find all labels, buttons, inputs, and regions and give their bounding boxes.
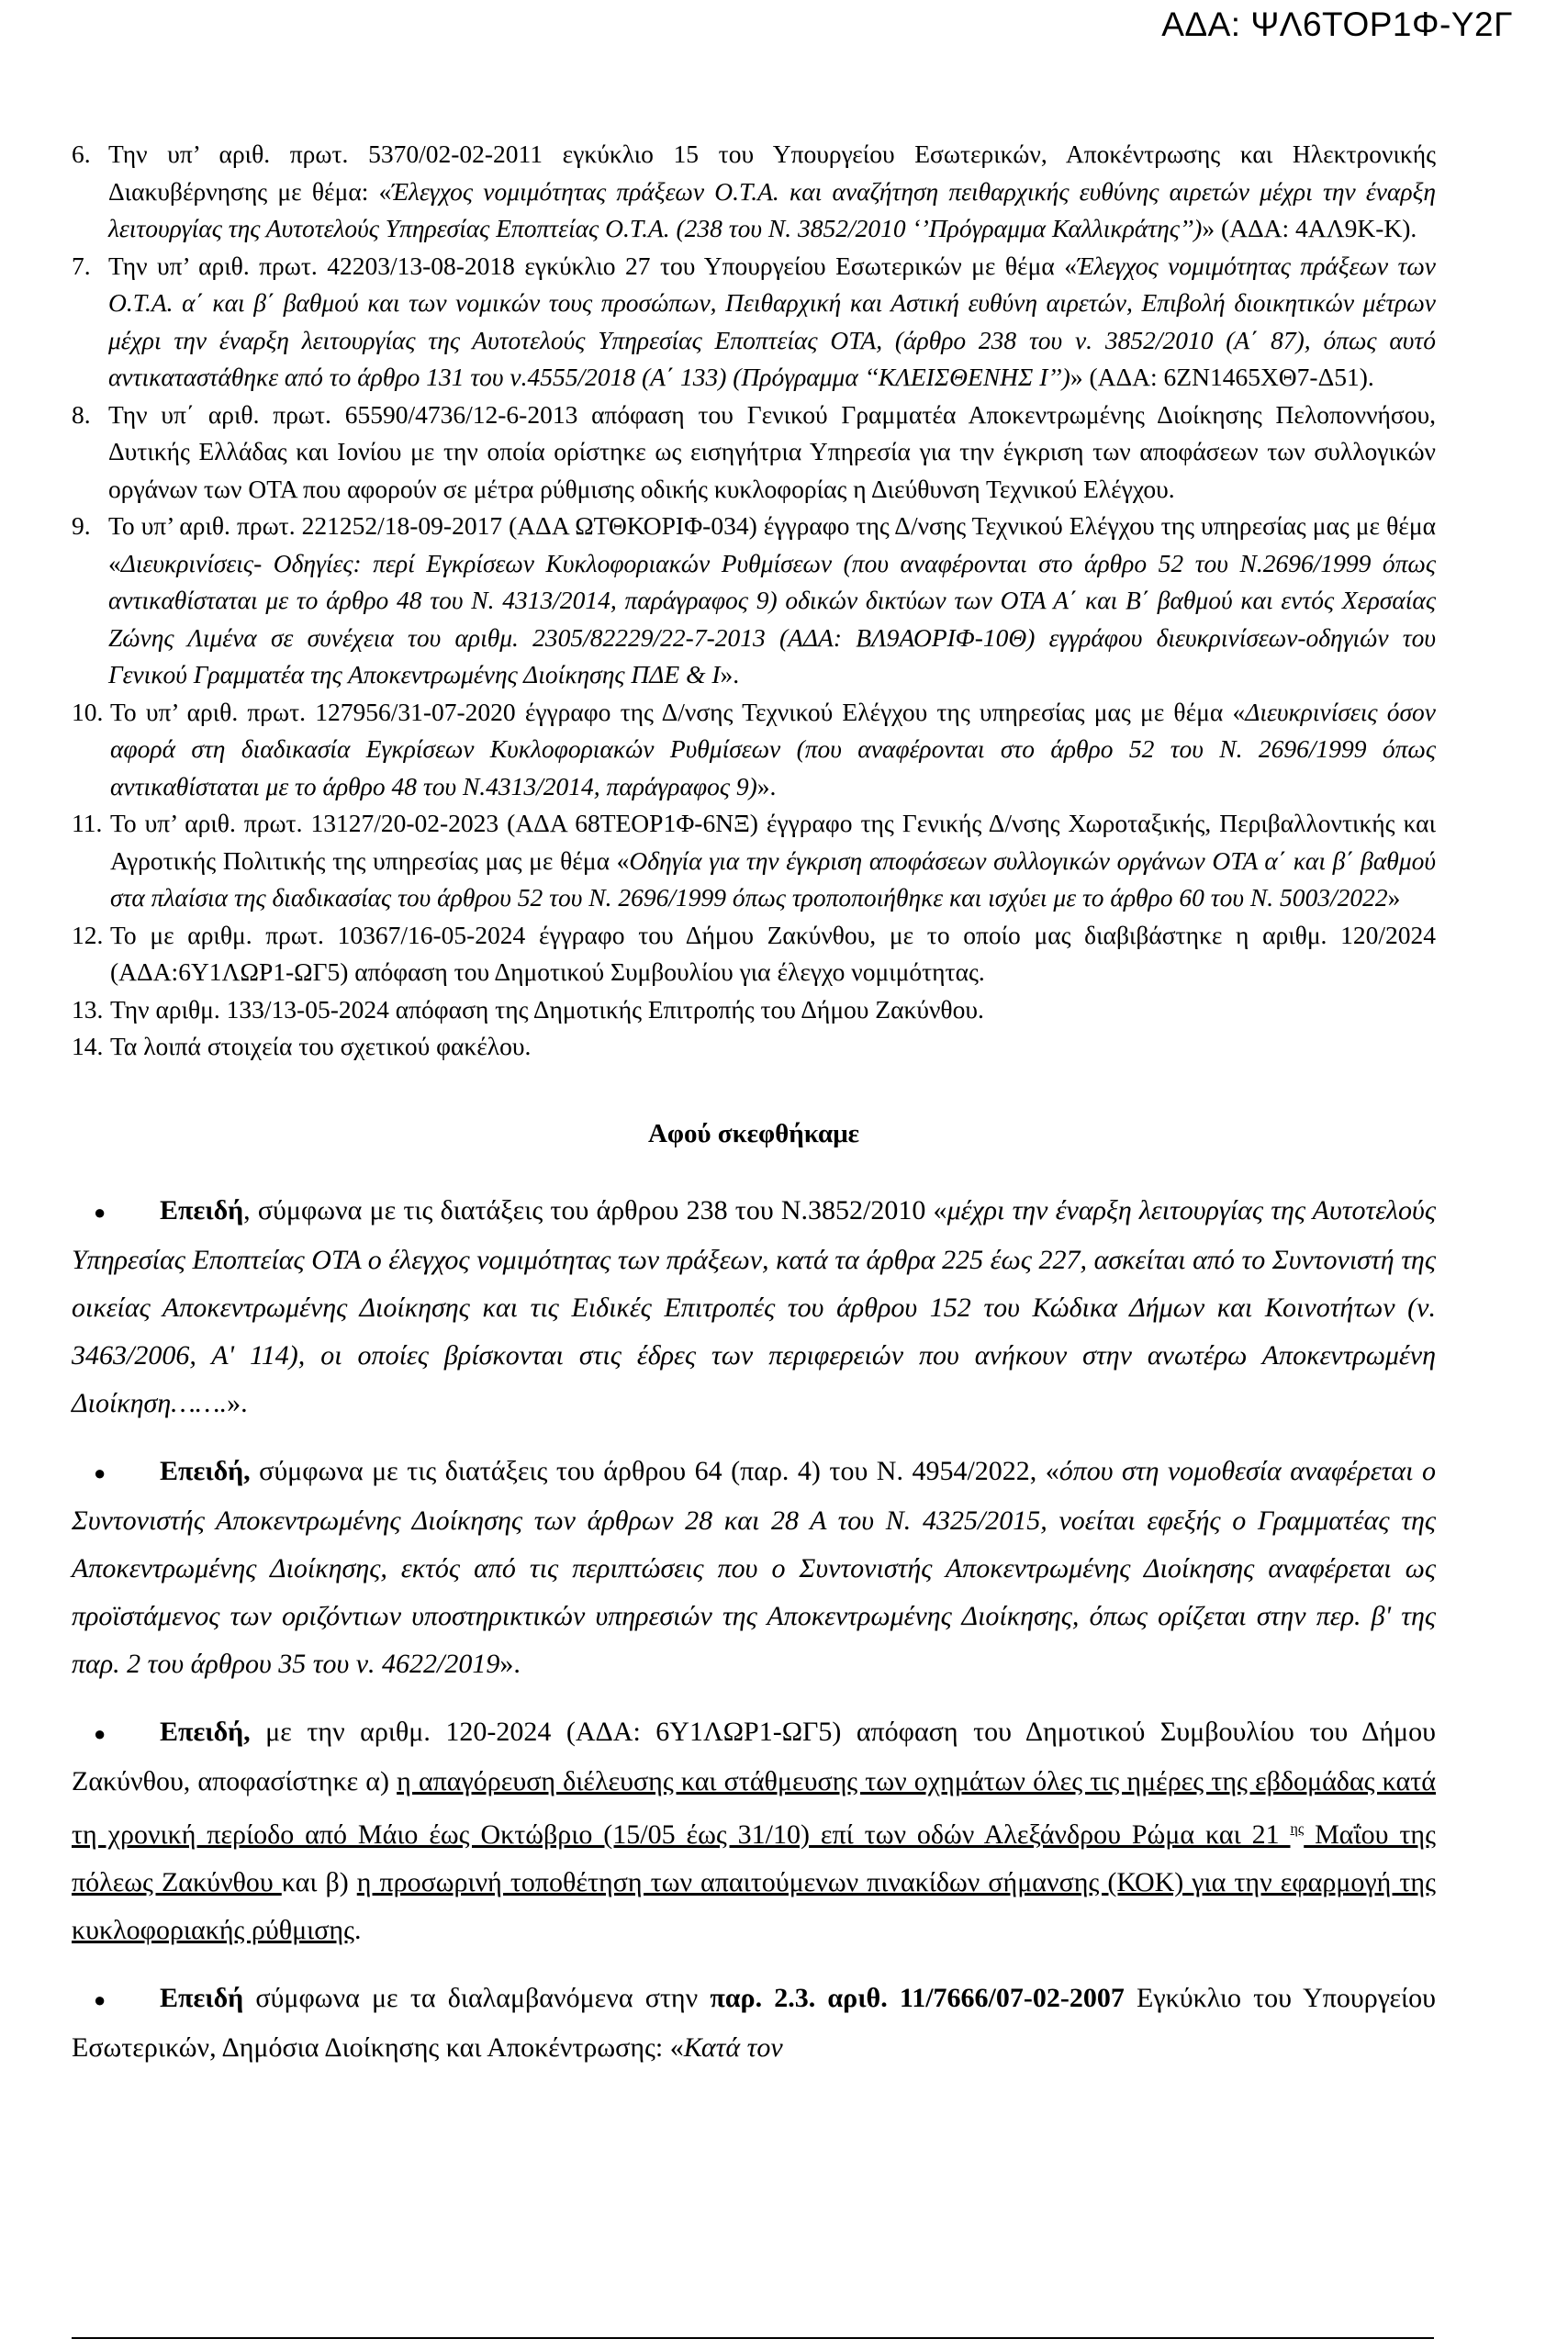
text-run: η απαγόρευση διέλευσης και στάθμευσης των οχημάτων όλες τις ημέρες της εβδομάδας κατά τη χρονική περίοδο από Μάιο έως Οκτώβριο (15/05 έως 31/10) επί των οδών Αλεξάνδρου Ρώμα και 21	[72, 1766, 1437, 1850]
text-run: Το υπ’ αριθ. πρωτ. 13127/20-02-2023 (ΑΔΑ 68ΤΕΟΡ1Φ-6ΝΞ) έγγραφο της Γενικής Δ/νσης Χωροταξικής, Περιβαλλοντικής και Αγροτικής Πολιτικής της υπηρεσίας μας με θέμα «	[110, 809, 1436, 875]
document-body	[72, 136, 1436, 2092]
text-run: Επειδή	[160, 1195, 244, 1225]
reference-item	[72, 991, 1436, 1029]
text-run: » (ΑΔΑ: 4ΑΛ9Κ-Κ).	[1202, 214, 1417, 242]
text-run: ».	[756, 771, 777, 800]
consideration-item	[72, 1448, 1436, 1688]
text-run: ».	[499, 1649, 521, 1679]
text-run: Κατά τον	[683, 2032, 783, 2063]
reference-number: 13.	[72, 994, 104, 1024]
text-run: Επειδή	[160, 1983, 244, 2013]
bullet-icon	[72, 1448, 160, 1497]
ada-code: ΑΔΑ: ΨΛ6ΤΟΡ1Φ-Υ2Γ	[1161, 6, 1513, 43]
reference-number: 12.	[72, 920, 104, 949]
consideration-item	[72, 1187, 1436, 1427]
reference-text	[110, 917, 1436, 991]
reference-item	[72, 136, 1436, 248]
text-run: ης	[1290, 1821, 1305, 1837]
text-run: Το υπ’ αριθ. πρωτ. 127956/31-07-2020 έγγραφο της Δ/νσης Τεχνικού Ελέγχου της υπηρεσίας μας με θέμα «	[110, 697, 1246, 726]
text-run: σύμφωνα με τα διαλαμβανόμενα στην	[243, 1983, 711, 2013]
reference-item	[72, 248, 1436, 397]
reference-item	[72, 397, 1436, 509]
text-run: Την υπ’ αριθ. πρωτ. 5370/02-02-2011 εγκύκλιο 15 του Υπουργείου Εσωτερικών, Αποκέντρωσης και Ηλεκτρονικής Διακυβέρνησης με θέμα: «	[108, 140, 1436, 206]
text-run: , σύμφωνα με τις διατάξεις του άρθρου 238 του Ν.3852/2010 «	[243, 1195, 947, 1225]
text-run: παρ. 2.3. αριθ. 11/7666/07-02-2007	[710, 1983, 1125, 2013]
reference-number: 11.	[72, 809, 103, 837]
text-run: η προσωρινή τοποθέτηση των απαιτούμενων πινακίδων σήμανσης (ΚΟΚ) για την εφαρμογή της κυκλοφοριακής ρύθμισης	[72, 1867, 1436, 1945]
reference-number: 9.	[72, 511, 91, 540]
consideration-item	[72, 1975, 1436, 2072]
text-run: Οδηγία για την έγκριση αποφάσεων συλλογικών οργάνων ΟΤΑ α΄ και β΄ βαθμού στα πλαίσια της διαδικασίας του άρθρου 52 του Ν. 2696/1999 όπως τροποποιήθηκε και ισχύει με το άρθρο 60 του Ν. 5003/2022	[110, 845, 1436, 912]
text-run: ».	[720, 660, 740, 688]
text-run: σύμφωνα με τις διατάξεις του άρθρου 64 (παρ. 4) του Ν. 4954/2022, «	[250, 1456, 1059, 1486]
text-run: όπου στη νομοθεσία αναφέρεται ο Συντονιστής Αποκεντρωμένης Διοίκησης των άρθρων 28 και 28 Α του Ν. 4325/2015, νοείται εφεξής ο Γραμματέας της Αποκεντρωμένης Διοίκησης, εκτός από τις περιπτώσεις που ο Συντονιστής Αποκεντρωμένης Διοίκησης αναφέρεται ως προϊστάμενος των οριζόντιων υποστηρικτικών υπηρεσιών της Αποκεντρωμένης Διοίκησης, όπως ορίζεται στην περ. β' της παρ. 2 του άρθρου 35 του ν. 4622/2019	[72, 1456, 1436, 1679]
text-run: Έλεγχος νομιμότητας πράξεων Ο.Τ.Α. και αναζήτηση πειθαρχικής ευθύνης αιρετών μέχρι την έναρξη λειτουργίας της Αυτοτελούς Υπηρεσίας Εποπτείας Ο.Τ.Α. (238 του Ν. 3852/2010 ‘’Πρόγραμμα Καλλικράτης’’)	[108, 176, 1436, 242]
text-run: Την αριθμ. 133/13-05-2024 απόφαση της Δημοτικής Επιτροπής του Δήμου Ζακύνθου.	[110, 994, 984, 1024]
reference-text	[110, 991, 1436, 1029]
text-run: ».	[227, 1388, 248, 1418]
section-heading: Αφού σκεφθήκαμε	[647, 1118, 860, 1148]
reference-text	[110, 1028, 1436, 1066]
bullet-icon	[72, 1975, 160, 2024]
references-list	[72, 136, 1436, 1066]
reference-text	[110, 694, 1436, 806]
reference-text	[110, 805, 1436, 917]
reference-text	[108, 508, 1436, 694]
reference-item	[72, 508, 1436, 694]
text-run: Το υπ’ αριθ. πρωτ. 221252/18-09-2017 (ΑΔΑ ΩΤΘΚΟΡΙΦ-034) έγγραφο της Δ/νσης Τεχνικού Ελέγχου της υπηρεσίας μας με θέμα «	[108, 511, 1436, 577]
text-run: Έλεγχος νομιμότητας πράξεων των Ο.Τ.Α. α΄ και β΄ βαθμού και των νομικών τους προσώπων, Πειθαρχική και Αστική ευθύνη αιρετών, Επιβολή διοικητικών μέτρων μέχρι την έναρξη λειτουργίας της Αυτοτελούς Υπηρεσίας Εποπτείας ΟΤΑ, (άρθρο 238 του ν. 3852/2010 (Α΄ 87), όπως αυτό αντικαταστάθηκε από το άρθρο 131 του ν.4555/2018 (Α΄ 133) (Πρόγραμμα ‘‘ΚΛΕΙΣΘΕΝΗΣ Ι’’)	[108, 251, 1436, 391]
text-run: Την υπ’ αριθ. πρωτ. 42203/13-08-2018 εγκύκλιο 27 του Υπουργείου Εσωτερικών με θέμα «	[108, 251, 1077, 280]
text-run: Επειδή,	[160, 1456, 251, 1486]
text-run: Διευκρινίσεις- Οδηγίες: περί Εγκρίσεων Κυκλοφοριακών Ρυθμίσεων (που αναφέρονται στο άρθρο 52 του Ν.2696/1999 όπως αντικαθίσταται με το άρθρο 48 του Ν. 4313/2014, παράγραφος 9) οδικών δικτύων των ΟΤΑ Α΄ και Β΄ βαθμού και εντός Χερσαίας Ζώνης Λιμένα σε συνέχεια του αριθμ. 2305/82229/22-7-2013 (ΑΔΑ: ΒΛ9ΑΟΡΙΦ-10Θ) εγγράφου διευκρινίσεων-οδηγιών του Γενικού Γραμματέα της Αποκεντρωμένης Διοίκησης ΠΔΕ & Ι	[108, 548, 1436, 688]
text-run: »	[1387, 883, 1401, 912]
reference-item	[72, 694, 1436, 806]
reference-item	[72, 917, 1436, 991]
footer-rule	[72, 2337, 1434, 2339]
text-run: Την υπ΄ αριθ. πρωτ. 65590/4736/12-6-2013 απόφαση του Γενικού Γραμματέα Αποκεντρωμένης Διοίκησης Πελοποννήσου, Δυτικής Ελλάδας και Ιονίου με την οποία ορίστηκε ως εισηγήτρια Υπηρεσία για την έγκριση των αποφάσεων των συλλογικών οργάνων των ΟΤΑ που αφορούν σε μέτρα ρύθμισης οδικής κυκλοφορίας η Διεύθυνση Τεχνικού Ελέγχου.	[108, 399, 1436, 503]
consideration-item	[72, 1708, 1436, 1954]
reference-number: 14.	[72, 1032, 104, 1060]
reference-text	[108, 397, 1436, 509]
text-run: με την αριθμ. 120-2024 (ΑΔΑ: 6Υ1ΛΩΡ1-ΩΓ5) απόφαση του Δημοτικού Συμβουλίου του Δήμου Ζακύνθου, αποφασίστηκε α)	[72, 1717, 1436, 1796]
text-run: και β)	[281, 1867, 357, 1897]
reference-number: 10.	[72, 697, 104, 726]
reference-item	[72, 1028, 1436, 1066]
text-run: Μαΐου της πόλεως Ζακύνθου	[72, 1819, 1436, 1897]
reference-text	[108, 136, 1436, 248]
text-run: .	[353, 1915, 362, 1945]
reference-number: 7.	[72, 251, 91, 280]
bullet-icon	[72, 1708, 160, 1758]
text-run: Επειδή,	[160, 1717, 251, 1747]
considerations-list	[72, 1187, 1436, 2072]
reference-text	[108, 248, 1436, 397]
reference-number: 8.	[72, 399, 91, 429]
text-run: μέχρι την έναρξη λειτουργίας της Αυτοτελούς Υπηρεσίας Εποπτείας ΟΤΑ ο έλεγχος νομιμότητας των πράξεων, κατά τα άρθρα 225 έως 227, ασκείται από το Συντονιστή της οικείας Αποκεντρωμένης Διοίκησης και τις Ειδικές Επιτροπές του άρθρου 152 του Κώδικα Δήμων και Κοινοτήτων (ν. 3463/2006, Α' 114), οι οποίες βρίσκονται στις έδρες των περιφερειών που ανήκουν στην ανωτέρω Αποκεντρωμένη Διοίκηση…….	[72, 1195, 1436, 1418]
text-run: Τα λοιπά στοιχεία του σχετικού φακέλου.	[110, 1032, 532, 1060]
reference-number: 6.	[72, 140, 91, 168]
text-run: Διευκρινίσεις όσον αφορά στη διαδικασία Εγκρίσεων Κυκλοφοριακών Ρυθμίσεων (που αναφέρονται στο άρθρο 52 του Ν. 2696/1999 όπως αντικαθίσταται με το άρθρο 48 του Ν.4313/2014, παράγραφος 9)	[110, 697, 1436, 800]
reference-item	[72, 805, 1436, 917]
bullet-icon	[72, 1187, 160, 1237]
text-run: Το με αριθμ. πρωτ. 10367/16-05-2024 έγγραφο του Δήμου Ζακύνθου, με το οποίο μας διαβιβάστηκε η αριθμ. 120/2024 (ΑΔΑ:6Υ1ΛΩΡ1-ΩΓ5) απόφαση του Δημοτικού Συμβουλίου για έλεγχο νομιμότητας.	[110, 920, 1436, 986]
text-run: Εγκύκλιο του Υπουργείου Εσωτερικών, Δημόσια Διοίκησης και Αποκέντρωσης: «	[72, 1983, 1436, 2063]
text-run: » (ΑΔΑ: 6ΖΝ1465ΧΘ7-Δ51).	[1070, 363, 1374, 391]
